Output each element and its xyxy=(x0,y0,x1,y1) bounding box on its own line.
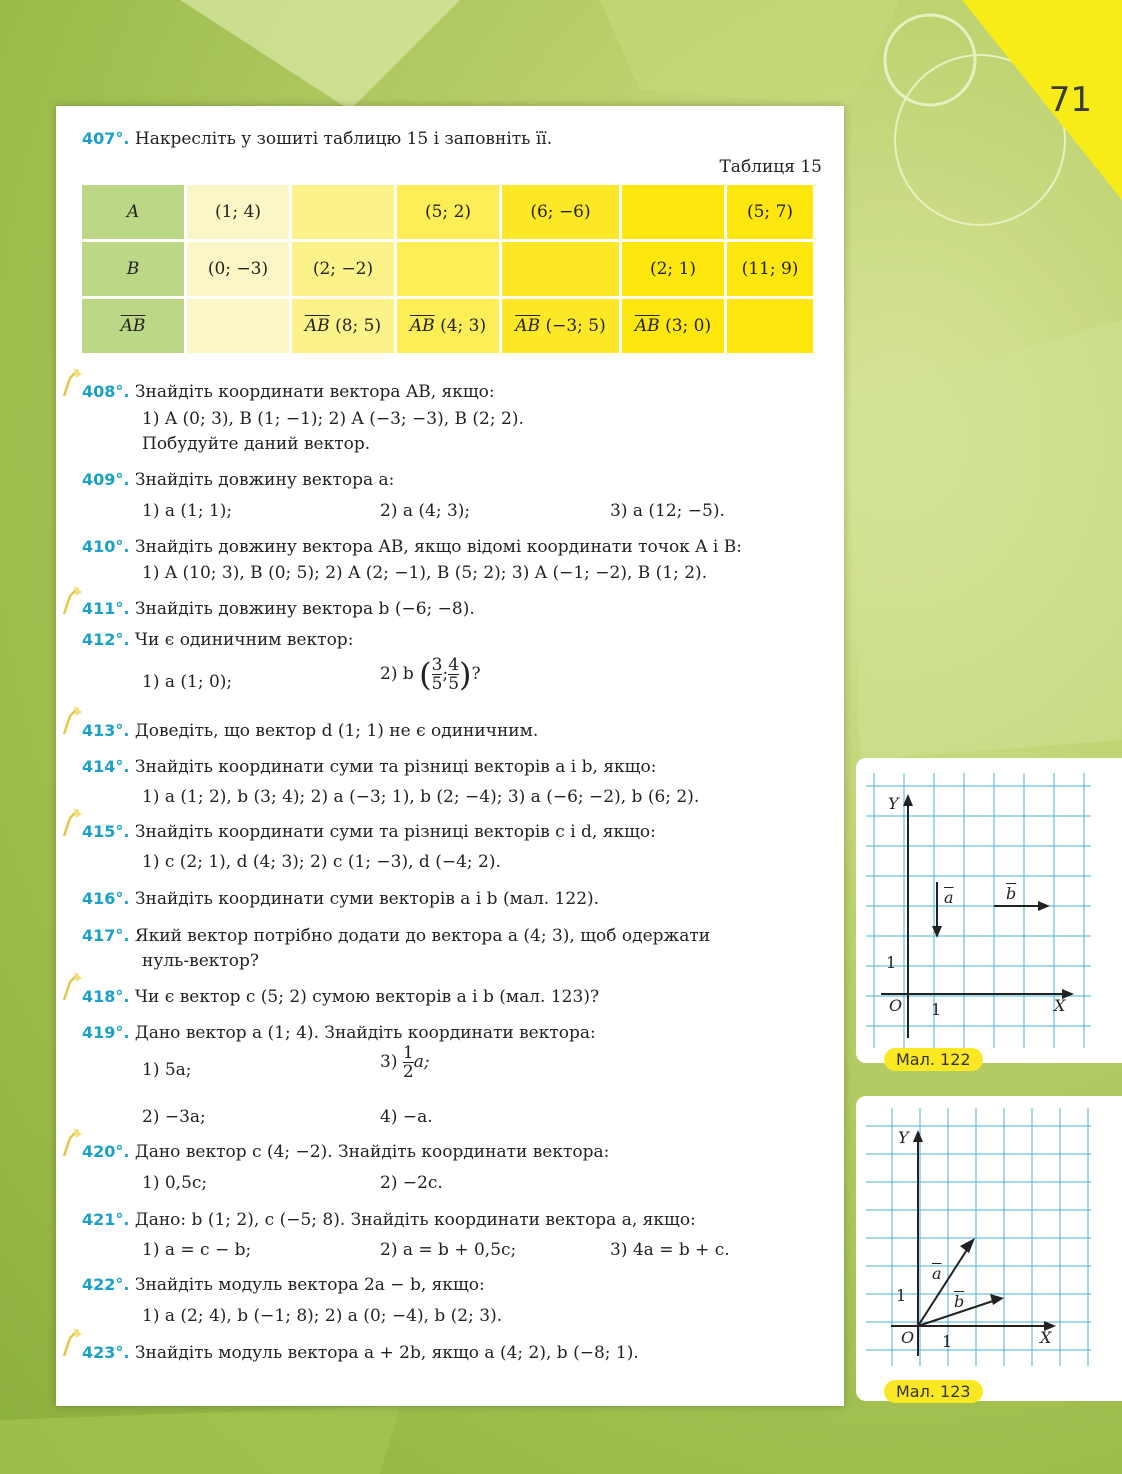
exercise-number: 407°. xyxy=(82,129,130,148)
exercise-number: 408°. xyxy=(82,382,130,401)
table-cell: (5; 7) xyxy=(727,185,813,239)
exercise-item: 1) 5a; xyxy=(142,1060,192,1080)
exercise-number: 422°. xyxy=(82,1275,130,1294)
page-corner-tab xyxy=(962,0,1122,200)
exercise-number: 409°. xyxy=(82,470,130,489)
exercise-text: Знайдіть координати суми векторів a і b (мал. 122). xyxy=(134,889,600,909)
lamp-icon xyxy=(60,1126,84,1158)
tick-label: 1 xyxy=(942,1332,953,1351)
lamp-icon xyxy=(60,704,84,736)
row-head: B xyxy=(82,242,184,296)
exercise-text: Чи є вектор c (5; 2) сумою векторів a і b (мал. 123)? xyxy=(134,987,600,1007)
figure-122 xyxy=(856,758,1122,1069)
table-cell xyxy=(622,299,724,353)
exercise-item: 1) a (1; 1); xyxy=(142,501,233,521)
table-cell: (0; −3) xyxy=(187,242,289,296)
tick-label: 1 xyxy=(931,1000,942,1019)
table-cell xyxy=(187,299,289,353)
exercise-item: 2) a = b + 0,5c; xyxy=(380,1240,517,1260)
table-cell xyxy=(292,299,394,353)
exercise-number: 416°. xyxy=(82,889,130,908)
axis-y-label: Y xyxy=(888,794,899,813)
vector-ab: $\overline{AB}$ xyxy=(304,316,330,336)
exercise-item: 2) b ( $\frac{3}{5}$ ; $\frac{4}{5}$ )? xyxy=(380,655,481,694)
row-head: A xyxy=(82,185,184,239)
exercise-items: 1) a (1; 2), b (3; 4); 2) a (−3; 1), b (2; −4); 3) a (−6; −2), b (6; 2). xyxy=(142,787,700,807)
exercise-item: 3) a (12; −5). xyxy=(610,501,725,521)
exercise-item: 2) −3a; xyxy=(142,1107,206,1127)
axis-y-label: Y xyxy=(898,1128,909,1147)
vector-ab: $\overline{AB}$ xyxy=(120,316,146,336)
exercise-number: 421°. xyxy=(82,1210,130,1229)
lamp-icon xyxy=(60,584,84,616)
exercise-text: Знайдіть координати суми та різниці векторів a і b, якщо: xyxy=(134,757,657,777)
fraction: $\frac{1}{2}$ xyxy=(402,1043,414,1082)
exercise-text: Знайдіть координати вектора AB, якщо: xyxy=(134,382,495,402)
exercise-item: 1) 0,5c; xyxy=(142,1173,208,1193)
row-head xyxy=(82,299,184,353)
exercise-item: 2) a (4; 3); xyxy=(380,501,471,521)
origin-label: O xyxy=(889,996,903,1015)
figure-123-graph xyxy=(856,1096,1122,1401)
lamp-icon xyxy=(60,970,84,1002)
table-cell: (6; −6) xyxy=(502,185,619,239)
exercise-item: 3) 4a = b + c. xyxy=(610,1240,730,1260)
figure-123 xyxy=(856,1096,1122,1401)
exercise-text: Який вектор потрібно додати до вектора a (4; 3), щоб одержати xyxy=(134,926,711,946)
table-cell: (11; 9) xyxy=(727,242,813,296)
fraction: $\frac{3}{5}$ xyxy=(431,655,443,694)
axis-x-label: X xyxy=(1040,1328,1052,1347)
table-15 xyxy=(79,182,816,356)
vector-ab: $\overline{AB}$ xyxy=(515,316,541,336)
table-cell xyxy=(397,242,499,296)
exercise-number: 413°. xyxy=(82,721,130,740)
table-cell xyxy=(727,299,813,353)
table-cell: (1; 4) xyxy=(187,185,289,239)
item-label: 2) b xyxy=(380,664,414,684)
exercise-text: Знайдіть модуль вектора 2a − b, якщо: xyxy=(134,1275,485,1295)
exercise-number: 419°. xyxy=(82,1023,130,1042)
lamp-icon xyxy=(60,366,84,398)
exercise-text: Знайдіть довжину вектора AB, якщо відомі координати точок A і B: xyxy=(134,537,742,557)
table-cell xyxy=(502,299,619,353)
exercise-number: 415°. xyxy=(82,822,130,841)
exercise-items: 1) A (0; 3), B (1; −1); 2) A (−3; −3), B (2; 2). xyxy=(142,409,524,429)
origin-label: O xyxy=(901,1328,915,1347)
exercise-items: 1) a (2; 4), b (−1; 8); 2) a (0; −4), b (2; 3). xyxy=(142,1306,503,1326)
page-number: 71 xyxy=(1048,80,1092,120)
exercise-text: нуль-вектор? xyxy=(142,951,260,971)
exercise-number: 412°. xyxy=(82,630,130,649)
exercise-text: Побудуйте даний вектор. xyxy=(142,434,371,454)
exercise-text: Накресліть у зошиті таблицю 15 і заповніть її. xyxy=(134,129,553,149)
exercise-text: Знайдіть довжину вектора a: xyxy=(134,470,395,490)
vector-ab: $\overline{AB}$ xyxy=(634,316,660,336)
table-caption: Таблиця 15 xyxy=(719,157,822,177)
tick-label: 1 xyxy=(886,953,897,972)
table-cell: (5; 2) xyxy=(397,185,499,239)
figure-caption: Мал. 122 xyxy=(884,1048,983,1071)
exercise-item: 1) a (1; 0); xyxy=(142,672,233,692)
table-cell: (2; 1) xyxy=(622,242,724,296)
exercise-items: 1) c (2; 1), d (4; 3); 2) c (1; −3), d (−4; 2). xyxy=(142,852,501,872)
cell-value: (4; 3) xyxy=(440,316,487,336)
figure-caption: Мал. 123 xyxy=(884,1380,983,1403)
lamp-icon xyxy=(60,806,84,838)
exercise-text: Дано: b (1; 2), c (−5; 8). Знайдіть координати вектора a, якщо: xyxy=(134,1210,696,1230)
exercise-item: 2) −2c. xyxy=(380,1173,443,1193)
exercise-number: 411°. xyxy=(82,599,130,618)
lamp-icon xyxy=(60,1326,84,1358)
exercise-number: 420°. xyxy=(82,1142,130,1161)
vector-a-label: $\overline{a}$ xyxy=(932,1264,942,1283)
cell-value: (−3; 5) xyxy=(545,316,606,336)
vector-b-label: $\overline{b}$ xyxy=(1006,884,1017,903)
exercise-item: 4) −a. xyxy=(380,1107,433,1127)
table-cell xyxy=(622,185,724,239)
exercise-text: Дано вектор a (1; 4). Знайдіть координати вектора: xyxy=(134,1023,596,1043)
exercise-text: Знайдіть модуль вектора a + 2b, якщо a (4; 2), b (−8; 1). xyxy=(134,1343,639,1363)
table-cell xyxy=(292,185,394,239)
vector-b-label: $\overline{b}$ xyxy=(954,1292,965,1311)
axis-x-label: X xyxy=(1054,996,1066,1015)
cell-value: (8; 5) xyxy=(335,316,382,336)
exercise-text: Дано вектор c (4; −2). Знайдіть координати вектора: xyxy=(134,1142,610,1162)
fraction: $\frac{4}{5}$ xyxy=(448,655,460,694)
table-cell xyxy=(502,242,619,296)
exercise-item: 3) $\frac{1}{2}$ a; xyxy=(380,1043,430,1082)
vector-a-label: $\overline{a}$ xyxy=(944,888,954,907)
vector-ab: $\overline{AB}$ xyxy=(409,316,435,336)
exercise-text: Чи є одиничним вектор: xyxy=(134,630,354,650)
exercise-number: 410°. xyxy=(82,537,130,556)
cell-value: (3; 0) xyxy=(665,316,712,336)
exercise-text: Знайдіть координати суми та різниці векторів c і d, якщо: xyxy=(134,822,656,842)
exercise-number: 418°. xyxy=(82,987,130,1006)
exercise-number: 423°. xyxy=(82,1343,130,1362)
exercise-text: Доведіть, що вектор d (1; 1) не є одиничним. xyxy=(134,721,539,741)
table-row xyxy=(82,242,813,296)
exercise-items: 1) A (10; 3), B (0; 5); 2) A (2; −1), B (5; 2); 3) A (−1; −2), B (1; 2). xyxy=(142,563,708,583)
table-cell: (2; −2) xyxy=(292,242,394,296)
tick-label: 1 xyxy=(896,1286,907,1305)
table-cell xyxy=(397,299,499,353)
exercise-item: 1) a = c − b; xyxy=(142,1240,252,1260)
table-row xyxy=(82,299,813,353)
exercise-number: 417°. xyxy=(82,926,130,945)
exercise-number: 414°. xyxy=(82,757,130,776)
table-row xyxy=(82,185,813,239)
exercise-text: Знайдіть довжину вектора b (−6; −8). xyxy=(134,599,475,619)
